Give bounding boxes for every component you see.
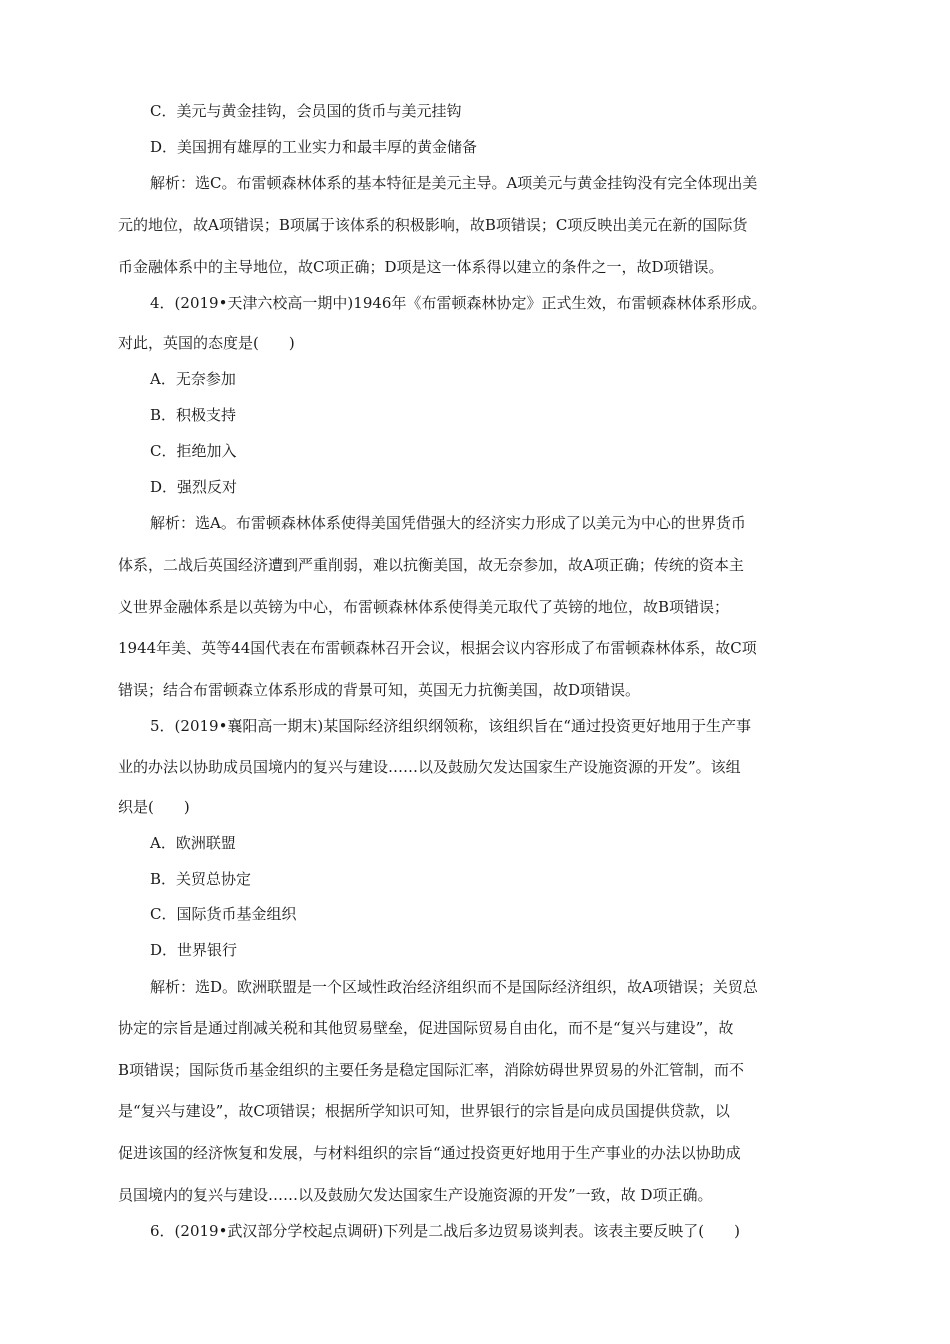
q4-option-d: D．强烈反对 [150, 478, 238, 496]
q4-analysis-line-4: 1944年美、英等44国代表在布雷顿森林召开会议，根据会议内容形成了布雷顿森林体系，故C项 [118, 639, 757, 657]
q4-analysis-line-1: 解析：选A。布雷顿森林体系使得美国凭借强大的经济实力形成了以美元为中心的世界货币 [150, 514, 746, 532]
q5-option-a: A．欧洲联盟 [150, 834, 236, 852]
q5-analysis-line-1: 解析：选D。欧洲联盟是一个区域性政治经济组织而不是国际经济组织，故A项错误；关贸总 [150, 978, 758, 996]
q4-stem-line-2: 对此，英国的态度是( ) [118, 334, 295, 352]
q5-analysis-line-4: 是“复兴与建设”，故C项错误；根据所学知识可知，世界银行的宗旨是向成员国提供贷款，以 [118, 1102, 730, 1120]
q5-option-d: D．世界银行 [150, 941, 238, 959]
q6-stem: 6．(2019•武汉部分学校起点调研)下列是二战后多边贸易谈判表。该表主要反映了( ) [150, 1222, 740, 1240]
q4-option-b: B．积极支持 [150, 406, 237, 424]
q5-analysis-line-5: 促进该国的经济恢复和发展，与材料组织的宗旨“通过投资更好地用于生产事业的办法以协助成 [118, 1144, 741, 1162]
q5-analysis-line-2: 协定的宗旨是通过削减关税和其他贸易壁垒，促进国际贸易自由化，而不是“复兴与建设”，故 [118, 1019, 734, 1037]
q3-analysis-line-1: 解析：选C。布雷顿森林体系的基本特征是美元主导。A项美元与黄金挂钩没有完全体现出美 [150, 174, 758, 192]
q5-analysis-line-3: B项错误；国际货币基金组织的主要任务是稳定国际汇率，消除妨碍世界贸易的外汇管制，而不 [118, 1061, 745, 1079]
q5-stem-line-3: 织是( ) [118, 798, 190, 816]
q4-option-c: C．拒绝加入 [150, 442, 237, 460]
q4-stem-line-1: 4．(2019•天津六校高一期中)1946年《布雷顿森林协定》正式生效，布雷顿森林体系形成。 [150, 294, 767, 312]
q4-analysis-line-2: 体系，二战后英国经济遭到严重削弱，难以抗衡美国，故无奈参加，故A项正确；传统的资本主 [118, 556, 744, 574]
q5-stem-line-2: 业的办法以协助成员国境内的复兴与建设……以及鼓励欠发达国家生产设施资源的开发”。该组 [118, 758, 741, 776]
q4-analysis-line-5: 错误；结合布雷顿森立体系形成的背景可知，英国无力抗衡美国，故D项错误。 [118, 681, 641, 699]
q3-option-c: C．美元与黄金挂钩，会员国的货币与美元挂钩 [150, 102, 462, 120]
q5-analysis-line-6: 员国境内的复兴与建设……以及鼓励欠发达国家生产设施资源的开发”一致，故 D项正确。 [118, 1186, 713, 1204]
q3-option-d: D．美国拥有雄厚的工业实力和最丰厚的黄金储备 [150, 138, 478, 156]
q5-option-c: C．国际货币基金组织 [150, 905, 297, 923]
q5-option-b: B．关贸总协定 [150, 870, 252, 888]
q3-analysis-line-3: 币金融体系中的主导地位，故C项正确；D项是这一体系得以建立的条件之一，故D项错误。 [118, 258, 724, 276]
q3-analysis-line-2: 元的地位，故A项错误；B项属于该体系的积极影响，故B项错误；C项反映出美元在新的国际货 [118, 216, 748, 234]
q4-analysis-line-3: 义世界金融体系是以英镑为中心，布雷顿森林体系使得美元取代了英镑的地位，故B项错误； [118, 598, 730, 616]
q5-stem-line-1: 5．(2019•襄阳高一期末)某国际经济组织纲领称，该组织旨在“通过投资更好地用于生产事 [150, 717, 751, 735]
q4-option-a: A．无奈参加 [150, 370, 236, 388]
